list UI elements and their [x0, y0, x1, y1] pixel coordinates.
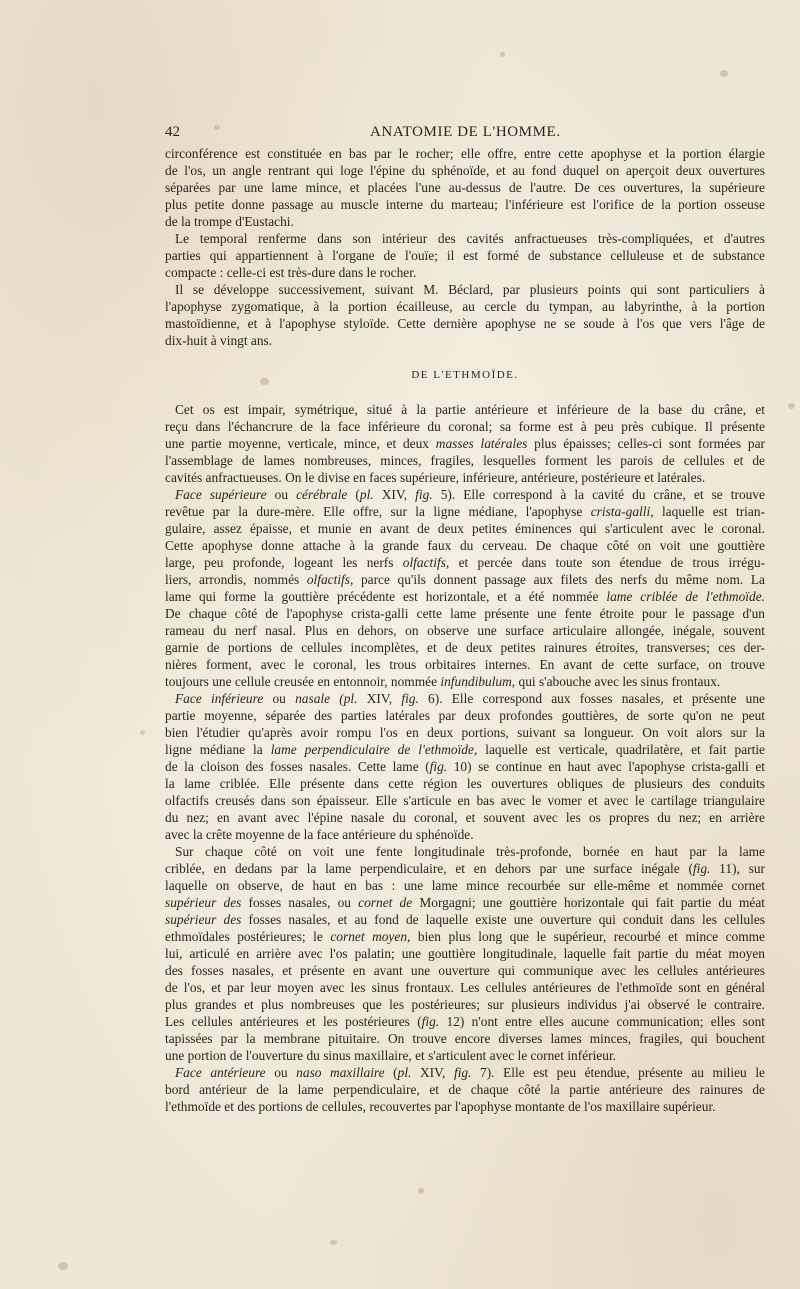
text-line: bien l'étudier qu'après avoir rompu l'os en deux portions, suivant sa longueur. On voit alors sur la [165, 725, 765, 740]
foxing-spot [330, 1240, 337, 1245]
running-head-title: ANATOMIE DE L'HOMME. [370, 124, 561, 140]
text-line: parties qui appartiennent à l'organe de l'ouïe; il est formé de substance celluleuse et de substance [165, 248, 765, 263]
text-line: plus petite donne passage au muscle interne du marteau; l'inférieure est l'orifice de la portion osseuse [165, 197, 765, 212]
text-line: large, peu profonde, logeant les nerfs olfactifs, et percée dans toute son étendue de trous irrégu- [165, 555, 765, 570]
text-line: Sur chaque côté on voit une fente longitudinale très-profonde, bornée en haut par la lame [175, 844, 765, 859]
text-line: revêtue par la dure-mère. Elle offre, sur la ligne médiane, l'apophyse crista-galli, laquelle est trian- [165, 504, 765, 519]
section-heading: DE L'ETHMOÏDE. [411, 369, 519, 381]
foxing-spot [140, 730, 145, 735]
text-line: ethmoïdales postérieures; le cornet moyen, bien plus long que le supérieur, recourbé et mince comme [165, 929, 765, 944]
paragraph [165, 1064, 765, 1115]
foxing-spot [720, 70, 728, 77]
text-line: laquelle on observe, de haut en bas : une lame mince recourbée sur elle-même et nommée cornet [165, 878, 765, 893]
text-line: supérieur des fosses nasales, et au fond de laquelle existe une ouverture qui conduit dans les cellules [165, 912, 765, 927]
text-line: Cette apophyse donne attache à la grande faux du cerveau. De chaque côté on voit une gouttière [165, 538, 765, 553]
foxing-spot [58, 1262, 68, 1270]
text-line: supérieur des fosses nasales, ou cornet de Morgagni; une gouttière horizontale qui fait partie du méat [165, 895, 765, 910]
text-line: lame qui forme la gouttière précédente est horizontale, et a été nommée lame criblée de l'ethmoïde. [165, 589, 766, 604]
foxing-spot [418, 1188, 424, 1194]
text-line: du nez; en avant avec l'épine nasale du coronal, et souvent avec les os propres du nez; en arrière [165, 810, 765, 825]
text-line: rameau du nerf nasal. Plus en dehors, on observe une surface articulaire allongée, inégale, souvent [165, 623, 765, 638]
text-line: mastoïdienne, et à l'apophyse styloïde. Cette dernière apophyse ne se soude à l'os que vers l'âge de [165, 316, 765, 331]
text-line: l'assemblage de lames nombreuses, minces, fragiles, lesquelles forment les parois de cellules et de [165, 453, 765, 468]
text-line: Le temporal renferme dans son intérieur des cavités anfractueuses très-compliquées, et d'autres [175, 231, 765, 246]
text-line: Face supérieure ou cérébrale (pl. XIV, fig. 5). Elle correspond à la cavité du crâne, et se trouve [175, 487, 765, 502]
text-line: plus grandes et plus nombreuses que les postérieures; sur plusieurs individus j'ai observé le contraire. [165, 997, 765, 1012]
text-line: circonférence est constituée en bas par le rocher; elle offre, entre cette apophyse et la portion élargie [165, 146, 765, 161]
text-line: Cet os est impair, symétrique, situé à la partie antérieure et inférieure de la base du crâne, et [175, 402, 765, 417]
text-block-temporal [165, 145, 765, 349]
text-line: de l'os, un angle rentrant qui loge l'épine du sphénoïde, et au fond duquel on aperçoit deux ouvertures [165, 163, 765, 178]
page-number: 42 [165, 124, 180, 140]
text-line: l'apophyse zygomatique, à la portion écailleuse, au cercle du tympan, au labyrinthe, à la portion [165, 299, 765, 314]
text-line: la lame criblée. Elle présente dans cette région les ouvertures obliques de plusieurs des conduits [165, 776, 765, 791]
text-line: gulaire, assez épaisse, et munie en avant de deux petites éminences qui s'articulent avec le coronal. [165, 521, 765, 536]
text-line: lui, articulé en arrière avec l'os palatin; une gouttière longitudinale, laquelle fait partie du méat moyen [165, 946, 765, 961]
text-line: l'ethmoïde et des portions de cellules, recouvertes par l'apophyse montante de l'os maxillaire supérieur. [165, 1099, 716, 1114]
text-line: cavités anfractueuses. On le divise en faces supérieure, inférieure, antérieure, postérieure et latérales. [165, 470, 706, 485]
text-line: dix-huit à vingt ans. [165, 333, 273, 348]
text-line: olfactifs creusés dans son épaisseur. Elle s'articule en bas avec le vomer et avec le cartilage triangulaire [165, 793, 765, 808]
text-line: tapissées par la membrane pituitaire. On trouve encore diverses lames minces, fragiles, qui bouchent [165, 1031, 765, 1046]
text-line: Face inférieure ou nasale (pl. XIV, fig. 6). Elle correspond aux fosses nasales, et présente une [175, 691, 765, 706]
paragraph [165, 690, 765, 843]
text-line: bord antérieur de la lame perpendiculaire, et de chaque côté la partie antérieure des rainures de [165, 1082, 765, 1097]
text-line: toujours une cellule creusée en entonnoir, nommée infundibulum, qui s'abouche avec les sinus frontaux. [165, 674, 721, 689]
paragraph [165, 486, 765, 690]
running-head [165, 124, 765, 144]
paragraph [165, 145, 765, 230]
text-line: une partie moyenne, verticale, mince, et deux masses latérales plus épaisses; celles-ci sont formées par [165, 436, 765, 451]
text-line: de la cloison des fosses nasales. Cette lame (fig. 10) se continue en haut avec l'apophyse crista-galli et [165, 759, 765, 774]
paragraph [165, 281, 765, 349]
foxing-spot [788, 403, 795, 409]
text-line: de l'os, et par leur moyen avec les sinus frontaux. Les cellules antérieures de l'ethmoïde sont en général [165, 980, 765, 995]
text-line: garnie de portions de cellules incomplètes, et de deux petites rainures étroites, transverses; ces der- [165, 640, 765, 655]
foxing-spot [500, 52, 505, 57]
text-line: reçu dans l'échancrure de la face inférieure du coronal; sa forme est à peu près cubique. Il présente [165, 419, 765, 434]
text-line: séparées par une lame mince, et placées l'une au-dessus de l'autre. De ces ouvertures, la supérieure [165, 180, 765, 195]
text-line: Il se développe successivement, suivant M. Béclard, par plusieurs points qui sont particuliers à [175, 282, 765, 297]
text-line: des fosses nasales, et présente en avant une ouverture qui communique avec les cellules antérieures [165, 963, 765, 978]
text-line: une portion de l'ouverture du sinus maxillaire, et s'articulent avec le cornet inférieur. [165, 1048, 617, 1063]
text-line: compacte : celle-ci est très-dure dans le rocher. [165, 265, 417, 280]
paragraph [165, 401, 765, 486]
text-line: Face antérieure ou naso maxillaire (pl. XIV, fig. 7). Elle est peu étendue, présente au milieu le [175, 1065, 765, 1080]
text-line: avec la crête moyenne de la face antérieure du sphénoïde. [165, 827, 474, 842]
text-line: Les cellules antérieures et les postérieures (fig. 12) n'ont entre elles aucune communication; elles sont [165, 1014, 765, 1029]
text-line: liers, arrondis, nommés olfactifs, parce qu'ils donnent passage aux filets des nerfs du même nom. La [165, 572, 765, 587]
paragraph [165, 843, 765, 1064]
text-line: partie moyenne, séparée des parties latérales par deux profondes gouttières, de sorte qu'on ne peut [165, 708, 765, 723]
text-line: nières forment, avec le coronal, les trous orbitaires internes. En avant de cette surface, on trouve [165, 657, 765, 672]
text-line: ligne médiane la lame perpendiculaire de l'ethmoïde, laquelle est verticale, quadrilatère, et fait partie [165, 742, 765, 757]
text-block-ethmoide [165, 401, 765, 1115]
text-line: criblée, en dedans par la lame perpendiculaire, et en dehors par une surface inégale (fig. 11), sur [165, 861, 766, 876]
text-line: De chaque côté de l'apophyse crista-galli cette lame présente une fente étroite pour le passage d'un [165, 606, 765, 621]
paragraph [165, 230, 765, 281]
text-line: de la trompe d'Eustachi. [165, 214, 294, 229]
